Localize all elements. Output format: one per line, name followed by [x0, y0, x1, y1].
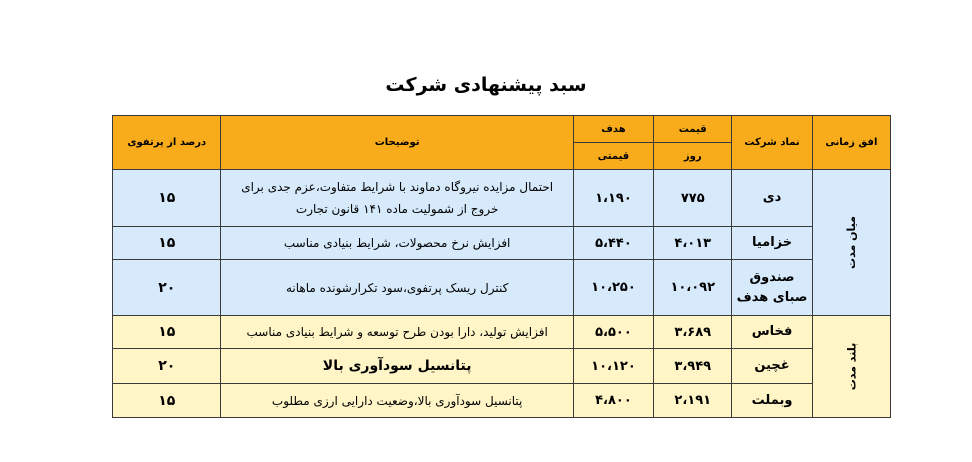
header-horizon: افق زمانی — [812, 116, 890, 170]
target-cell: ۵،۵۰۰ — [573, 316, 653, 349]
desc-cell: افزایش نرخ محصولات، شرایط بنیادی مناسب — [221, 227, 573, 260]
pct-cell: ۱۵ — [113, 170, 221, 227]
table-row — [113, 260, 891, 316]
page-title: سبد پیشنهادی شرکت — [385, 74, 587, 96]
pct-cell: ۱۵ — [113, 384, 221, 418]
symbol-cell: خزامیا — [732, 227, 812, 260]
group-long-term — [812, 316, 890, 418]
table-row — [113, 349, 891, 384]
pct-cell: ۲۰ — [113, 349, 221, 384]
header-target-top: هدف — [573, 116, 653, 143]
symbol-cell: صندوق صبای هدف — [732, 260, 812, 316]
header-desc: توضیحات — [221, 116, 573, 170]
pct-cell: ۲۰ — [113, 260, 221, 316]
desc-cell: کنترل ریسک پرتفوی،سود تکرارشونده ماهانه — [221, 260, 573, 316]
table-row — [113, 227, 891, 260]
target-cell: ۵،۴۴۰ — [573, 227, 653, 260]
price-cell: ۳،۶۸۹ — [654, 316, 732, 349]
price-cell: ۳،۹۴۹ — [654, 349, 732, 384]
pct-cell: ۱۵ — [113, 316, 221, 349]
header-pct: درصد از پرتفوی — [113, 116, 221, 170]
header-price-top: قیمت — [654, 116, 732, 143]
symbol-cell: وبملت — [732, 384, 812, 418]
header-price-bottom: روز — [654, 143, 732, 170]
portfolio-table — [112, 115, 891, 418]
table-row — [113, 316, 891, 349]
desc-cell: احتمال مزایده نیروگاه دماوند با شرایط متفاوت،عزم جدی برای خروج از شمولیت ماده ۱۴۱ قانون تجارت — [221, 170, 573, 227]
desc-cell: پتانسیل سودآوری بالا،وضعیت دارایی ارزی مطلوب — [221, 384, 573, 418]
header-target-bottom: قیمتی — [573, 143, 653, 170]
symbol-cell: غچین — [732, 349, 812, 384]
group-label: میان مدت — [844, 216, 858, 269]
symbol-cell: فخاس — [732, 316, 812, 349]
target-cell: ۱۰،۲۵۰ — [573, 260, 653, 316]
header-symbol: نماد شرکت — [732, 116, 812, 170]
desc-cell: پتانسیل سودآوری بالا — [221, 349, 573, 384]
price-cell: ۲،۱۹۱ — [654, 384, 732, 418]
price-cell: ۴،۰۱۳ — [654, 227, 732, 260]
table-row — [113, 384, 891, 418]
desc-cell: افزایش تولید، دارا بودن طرح توسعه و شرایط بنیادی مناسب — [221, 316, 573, 349]
group-label: بلند مدت — [844, 342, 858, 391]
pct-cell: ۱۵ — [113, 227, 221, 260]
table-row — [113, 170, 891, 227]
symbol-cell: دی — [732, 170, 812, 227]
group-mid-term — [812, 170, 890, 316]
target-cell: ۱،۱۹۰ — [573, 170, 653, 227]
header-row — [113, 116, 891, 143]
price-cell: ۷۷۵ — [654, 170, 732, 227]
price-cell: ۱۰،۰۹۲ — [654, 260, 732, 316]
target-cell: ۱۰،۱۲۰ — [573, 349, 653, 384]
target-cell: ۴،۸۰۰ — [573, 384, 653, 418]
